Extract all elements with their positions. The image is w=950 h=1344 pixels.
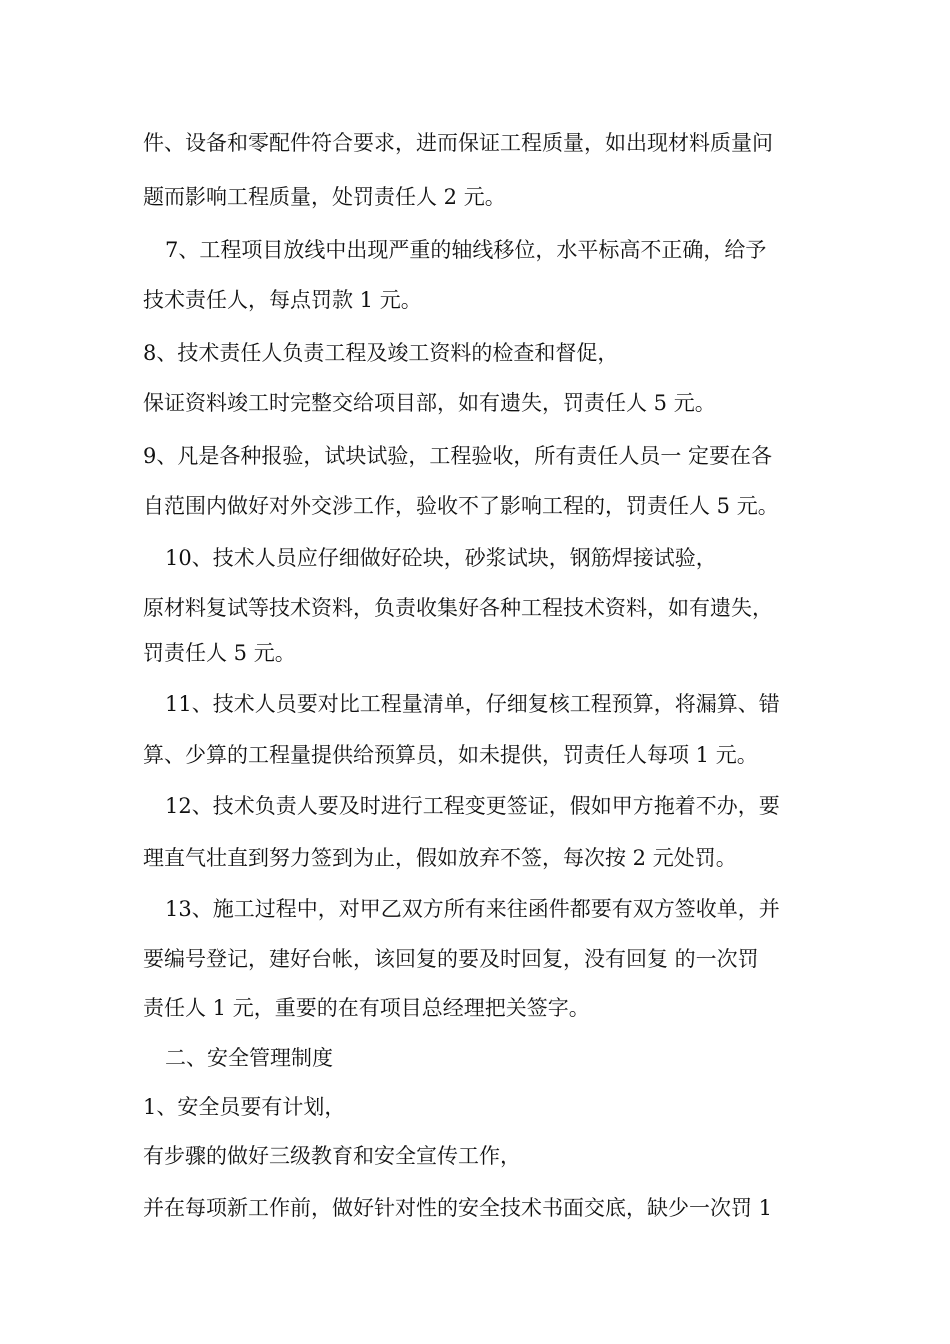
text-line-12: 11、技术人员要对比工程量清单，仔细复核工程预算，将漏算、错 (165, 692, 780, 716)
text-line-5: 8、技术责任人负责工程及竣工资料的检查和督促， (143, 341, 619, 365)
text-line-20: 1、安全员要有计划， (143, 1095, 346, 1119)
text-line-18: 责任人 1 元，重要的在有项目总经理把关签字。 (143, 996, 590, 1020)
section-heading: 二、安全管理制度 (165, 1046, 333, 1070)
text-line-4: 技术责任人，每点罚款 1 元。 (143, 288, 422, 312)
text-line-3: 7、工程项目放线中出现严重的轴线移位，水平标高不正确，给予 (165, 238, 767, 262)
text-line-8: 自范围内做好对外交涉工作，验收不了影响工程的，罚责任人 5 元。 (143, 494, 779, 518)
text-line-2: 题而影响工程质量，处罚责任人 2 元。 (143, 185, 506, 209)
text-line-13: 算、少算的工程量提供给预算员，如未提供，罚责任人每项 1 元。 (143, 743, 758, 767)
text-line-17: 要编号登记，建好台帐，该回复的要及时回复，没有回复 的一次罚 (143, 947, 759, 971)
text-line-11: 罚责任人 5 元。 (143, 641, 296, 665)
text-line-22: 并在每项新工作前，做好针对性的安全技术书面交底，缺少一次罚 1 (143, 1196, 773, 1220)
text-line-16: 13、施工过程中，对甲乙双方所有来往函件都要有双方签收单，并 (165, 897, 780, 921)
text-line-1: 件、设备和零配件符合要求，进而保证工程质量，如出现材料质量问 (143, 131, 773, 155)
text-line-7: 9、凡是各种报验，试块试验，工程验收，所有责任人员一 定要在各 (143, 444, 773, 468)
text-line-15: 理直气壮直到努力签到为止，假如放弃不签，每次按 2 元处罚。 (143, 846, 737, 870)
text-line-14: 12、技术负责人要及时进行工程变更签证，假如甲方拖着不办，要 (165, 794, 780, 818)
text-line-21: 有步骤的做好三级教育和安全宣传工作， (143, 1144, 521, 1168)
text-line-9: 10、技术人员应仔细做好砼块，砂浆试块，钢筋焊接试验， (165, 546, 717, 570)
text-line-6: 保证资料竣工时完整交给项目部，如有遗失，罚责任人 5 元。 (143, 391, 716, 415)
text-line-10: 原材料复试等技术资料，负责收集好各种工程技术资料，如有遗失， (143, 596, 773, 620)
